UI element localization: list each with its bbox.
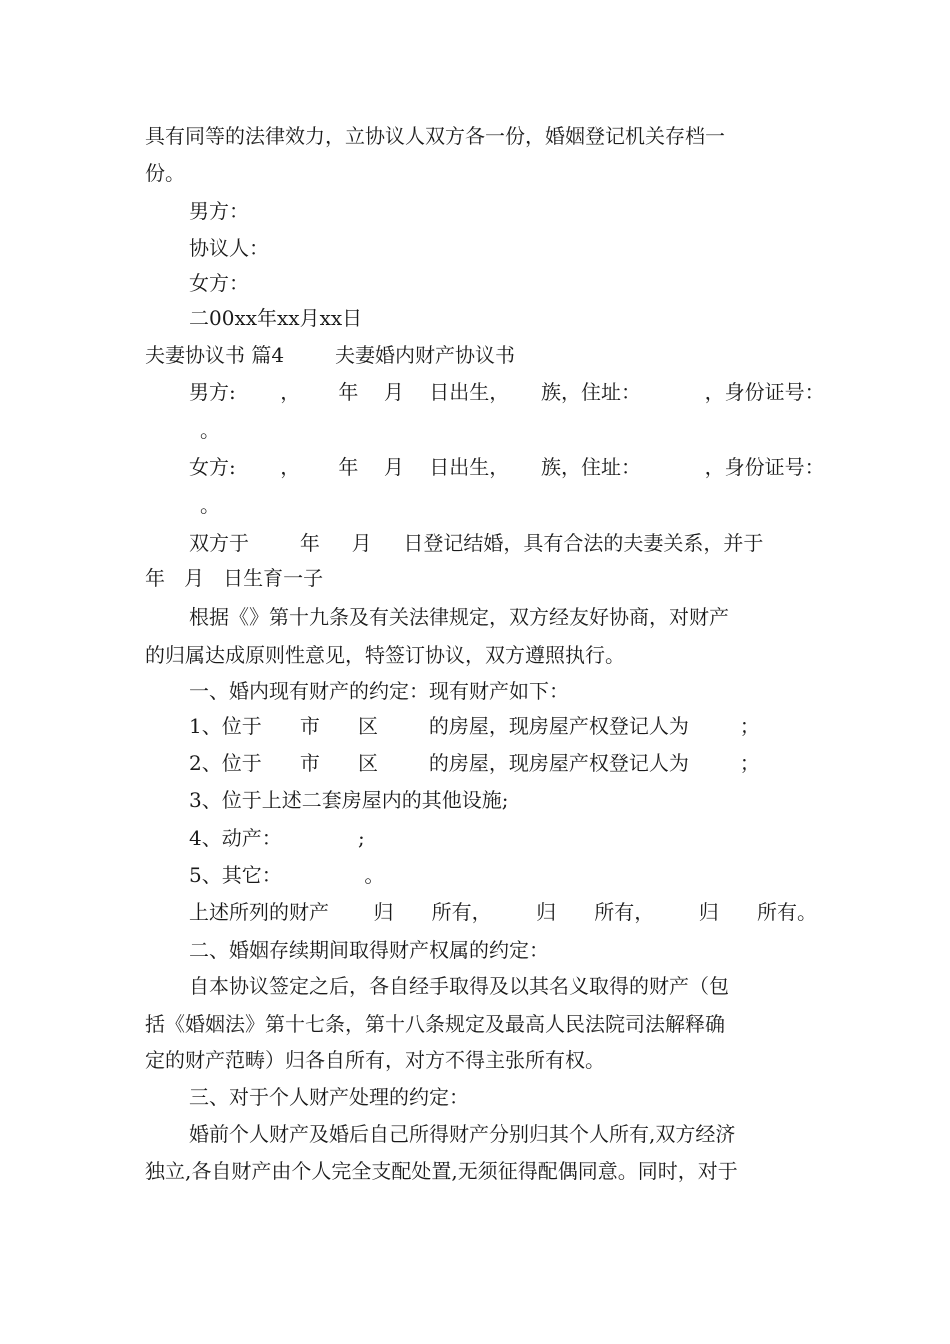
text-line: 女方： xyxy=(189,271,249,295)
text-line: 男方: ， 年 月 日出生， 族，住址： ，身份证号： xyxy=(189,380,825,404)
text-line: 根据《》第十九条及有关法律规定，双方经友好协商，对财产 xyxy=(189,605,729,629)
text-line: 独立,各自财产由个人完全支配处置,无须征得配偶同意。同时，对于 xyxy=(145,1159,738,1183)
text-line: 份。 xyxy=(145,161,185,185)
text-line: 二、婚姻存续期间取得财产权属的约定： xyxy=(189,938,549,962)
text-line: 一、婚内现有财产的约定：现有财产如下： xyxy=(189,679,569,703)
list-item: 3、位于上述二套房屋内的其他设施; xyxy=(189,788,509,812)
text-line: 婚前个人财产及婚后自己所得财产分别归其个人所有,双方经济 xyxy=(189,1122,736,1146)
text-line: 自本协议签定之后，各自经手取得及以其名义取得的财产（包 xyxy=(189,974,729,998)
text-line: 双方于 年 月 日登记结婚，具有合法的夫妻关系，并于 xyxy=(189,531,764,555)
text-line: 。 xyxy=(200,418,220,442)
text-line: 三、对于个人财产处理的约定： xyxy=(189,1085,469,1109)
list-item: 4、动产： ; xyxy=(189,826,365,850)
text-line: 年 月 日生育一子 xyxy=(145,566,324,590)
text-line: 的归属达成原则性意见，特签订协议，双方遵照执行。 xyxy=(145,643,625,667)
date-line: 二00xx年xx月xx日 xyxy=(189,306,363,330)
text-line: 男方： xyxy=(189,199,249,223)
list-item: 1、位于 市 区 的房屋，现房屋产权登记人为 ； xyxy=(189,714,760,738)
text-line: 定的财产范畴）归各自所有，对方不得主张所有权。 xyxy=(145,1048,605,1072)
text-line: 具有同等的法律效力，立协议人双方各一份，婚姻登记机关存档一 xyxy=(145,124,725,148)
text-line: 女方: ， 年 月 日出生， 族，住址： ，身份证号： xyxy=(189,455,825,479)
text-line: 括《婚姻法》第十七条，第十八条规定及最高人民法院司法解释确 xyxy=(145,1012,725,1036)
section-heading: 夫妻协议书 篇4 夫妻婚内财产协议书 xyxy=(145,343,515,367)
text-line: 。 xyxy=(200,493,220,517)
list-item: 5、其它： 。 xyxy=(189,863,385,887)
list-item: 2、位于 市 区 的房屋，现房屋产权登记人为 ； xyxy=(189,751,760,775)
text-line: 上述所列的财产 归 所有， 归 所有， 归 所有。 xyxy=(189,900,817,924)
text-line: 协议人： xyxy=(189,236,269,260)
